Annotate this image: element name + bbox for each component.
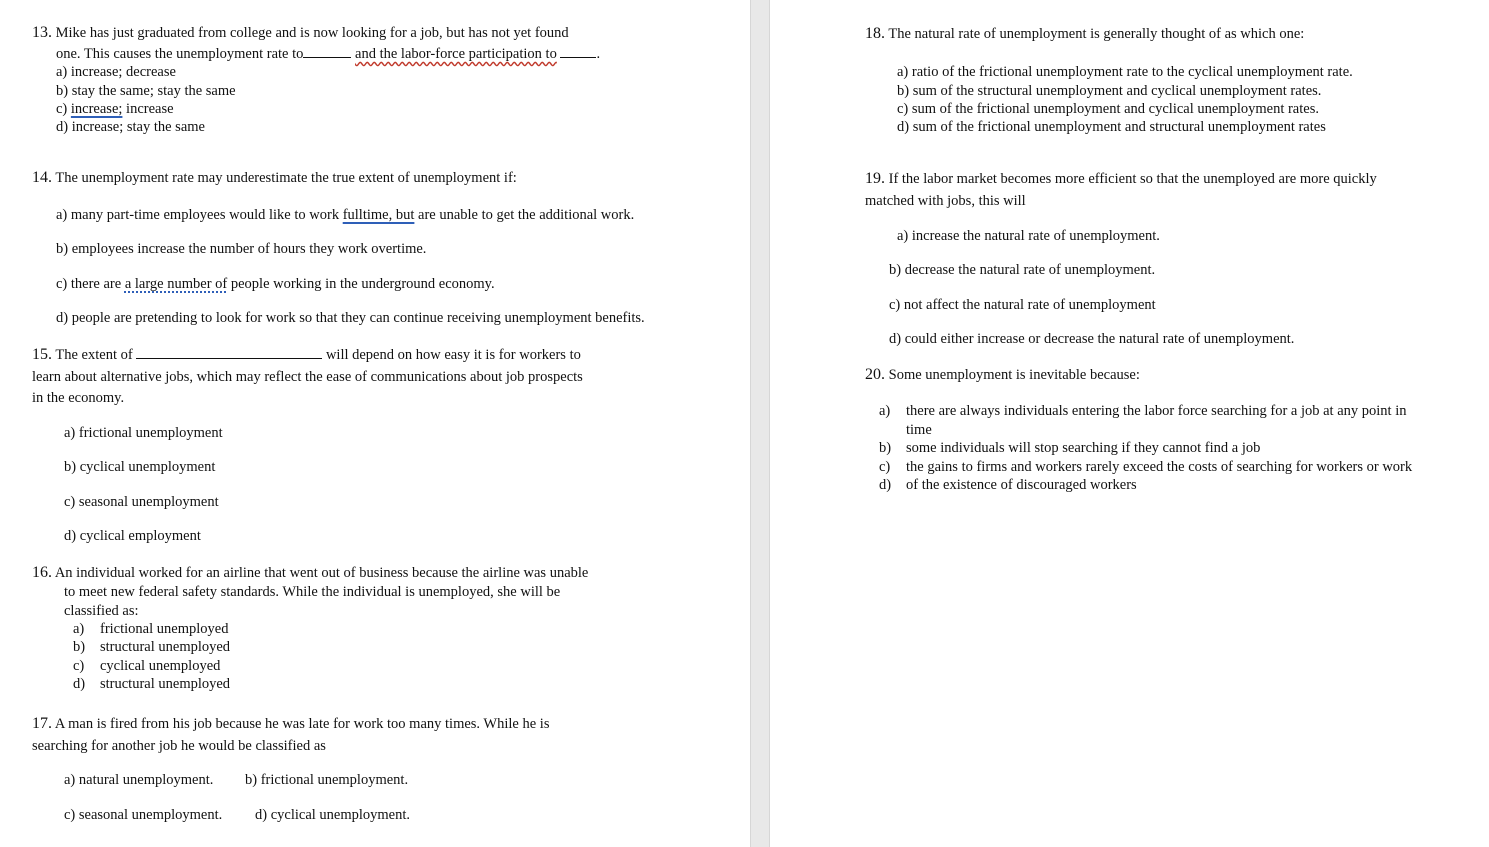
option-d: d) cyclical employment xyxy=(64,528,201,544)
option-letter: c) xyxy=(56,101,68,117)
option-a xyxy=(56,206,634,224)
option-text: structural unemployed xyxy=(100,639,231,655)
option-b: b) decrease the natural rate of unemployment. xyxy=(889,262,1156,278)
question-15 xyxy=(32,346,581,364)
option-d: d) sum of the frictional unemployment and structural unemployment rates xyxy=(897,119,1326,135)
question-number: 13. xyxy=(32,24,52,41)
question-text: The natural rate of unemployment is generally thought of as which one: xyxy=(888,26,1305,42)
option-letter: b) xyxy=(73,639,86,655)
option-letter: a) xyxy=(73,621,85,637)
option-c: c) not affect the natural rate of unemployment xyxy=(889,297,1156,313)
option-c xyxy=(56,275,495,293)
option-text: the gains to firms and workers rarely exceed the costs of searching for workers or work xyxy=(906,459,1413,475)
question-text: Mike has just graduated from college and is now looking for a job, but has not yet found xyxy=(55,25,569,41)
question-number: 20. xyxy=(865,366,885,383)
question-number: 19. xyxy=(865,170,885,187)
option-a xyxy=(73,620,228,638)
question-13-line2 xyxy=(56,45,600,63)
option-text: a large number of xyxy=(124,276,228,292)
option-text: increase; xyxy=(70,101,123,117)
option-text: a) many part-time employees would like to work xyxy=(56,207,340,223)
option-letter: d) xyxy=(73,676,86,692)
option-text: there are always individuals entering the labor force searching for a job at any point in xyxy=(906,403,1407,419)
question-20 xyxy=(865,366,1140,384)
option-text: c) there are xyxy=(56,276,122,292)
option-b xyxy=(73,638,230,656)
option-letter: b) xyxy=(879,440,892,456)
question-number: 14. xyxy=(32,169,52,186)
option-b xyxy=(879,439,1260,457)
option-a: a) ratio of the frictional unemployment rate to the cyclical unemployment rate. xyxy=(897,64,1353,80)
question-15-line2: learn about alternative jobs, which may reflect the ease of communications about job prospects xyxy=(32,369,583,385)
option-text: structural unemployed xyxy=(100,676,231,692)
option-letter: c) xyxy=(879,459,891,475)
option-d: d) cyclical unemployment. xyxy=(255,807,411,823)
option-text: are unable to get the additional work. xyxy=(418,207,635,223)
question-text: will depend on how easy it is for workers to xyxy=(325,347,581,363)
option-d: d) people are pretending to look for work so that they can continue receiving unemployment benefits. xyxy=(56,310,645,326)
answer-blank xyxy=(136,346,322,359)
question-text: Some unemployment is inevitable because: xyxy=(888,367,1140,383)
question-number: 16. xyxy=(32,564,52,581)
option-text: frictional unemployed xyxy=(100,621,229,637)
option-a: a) frictional unemployment xyxy=(64,425,223,441)
option-text: some individuals will stop searching if they cannot find a job xyxy=(906,440,1261,456)
option-b: b) stay the same; stay the same xyxy=(56,83,236,99)
option-b: b) employees increase the number of hours they work overtime. xyxy=(56,241,427,257)
question-18 xyxy=(865,25,1304,43)
question-16-line2: to meet new federal safety standards. While the individual is unemployed, she will be xyxy=(64,584,561,600)
question-14 xyxy=(32,169,517,187)
option-b: b) frictional unemployment. xyxy=(245,772,409,788)
option-d xyxy=(73,675,230,693)
option-text: people working in the underground economy. xyxy=(230,276,495,292)
option-text: of the existence of discouraged workers xyxy=(906,477,1137,493)
answer-blank xyxy=(560,45,596,58)
question-text: The unemployment rate may underestimate the true extent of unemployment if: xyxy=(55,170,517,186)
option-d: d) increase; stay the same xyxy=(56,119,205,135)
option-d: d) could either increase or decrease the natural rate of unemployment. xyxy=(889,331,1295,347)
option-c xyxy=(879,458,1412,476)
option-a xyxy=(879,402,1406,420)
option-c: c) sum of the frictional unemployment and cyclical unemployment rates. xyxy=(897,101,1319,117)
question-text: If the labor market becomes more efficient so that the unemployed are more quickly xyxy=(888,171,1377,187)
question-number: 15. xyxy=(32,346,52,363)
page-gutter xyxy=(750,0,770,847)
option-c xyxy=(73,657,220,675)
option-letter: c) xyxy=(73,658,85,674)
option-b: b) sum of the structural unemployment and cyclical unemployment rates. xyxy=(897,83,1322,99)
question-number: 17. xyxy=(32,715,52,732)
option-c: c) seasonal unemployment xyxy=(64,494,219,510)
option-c: c) seasonal unemployment. xyxy=(64,807,223,823)
option-a: a) increase; decrease xyxy=(56,64,176,80)
option-text: fulltime, but xyxy=(342,207,415,223)
question-text: A man is fired from his job because he was late for work too many times. While he is xyxy=(54,716,550,732)
question-17 xyxy=(32,715,549,733)
option-a: a) natural unemployment. xyxy=(64,772,214,788)
question-19 xyxy=(865,170,1377,188)
option-text: cyclical unemployed xyxy=(100,658,221,674)
question-text: The extent of xyxy=(55,347,133,363)
question-19-line2: matched with jobs, this will xyxy=(865,193,1026,209)
question-13 xyxy=(32,24,569,42)
question-text: An individual worked for an airline that went out of business because the airline was unable xyxy=(54,565,589,581)
option-a: a) increase the natural rate of unemployment. xyxy=(897,228,1160,244)
question-text: . xyxy=(596,46,601,62)
question-15-line3: in the economy. xyxy=(32,390,125,406)
question-text: one. This causes the unemployment rate to xyxy=(56,46,304,62)
question-number: 18. xyxy=(865,25,885,42)
answer-blank xyxy=(303,45,351,58)
option-letter: a) xyxy=(879,403,891,419)
question-text: and the labor-force participation to xyxy=(355,46,557,62)
option-text: increase xyxy=(126,101,174,117)
question-16 xyxy=(32,564,588,582)
question-17-line2: searching for another job he would be classified as xyxy=(32,738,326,754)
option-b: b) cyclical unemployment xyxy=(64,459,216,475)
option-a-continued: time xyxy=(906,422,932,438)
option-letter: d) xyxy=(879,477,892,493)
option-c xyxy=(56,100,174,118)
question-16-line3: classified as: xyxy=(64,603,139,619)
option-d xyxy=(879,476,1137,494)
